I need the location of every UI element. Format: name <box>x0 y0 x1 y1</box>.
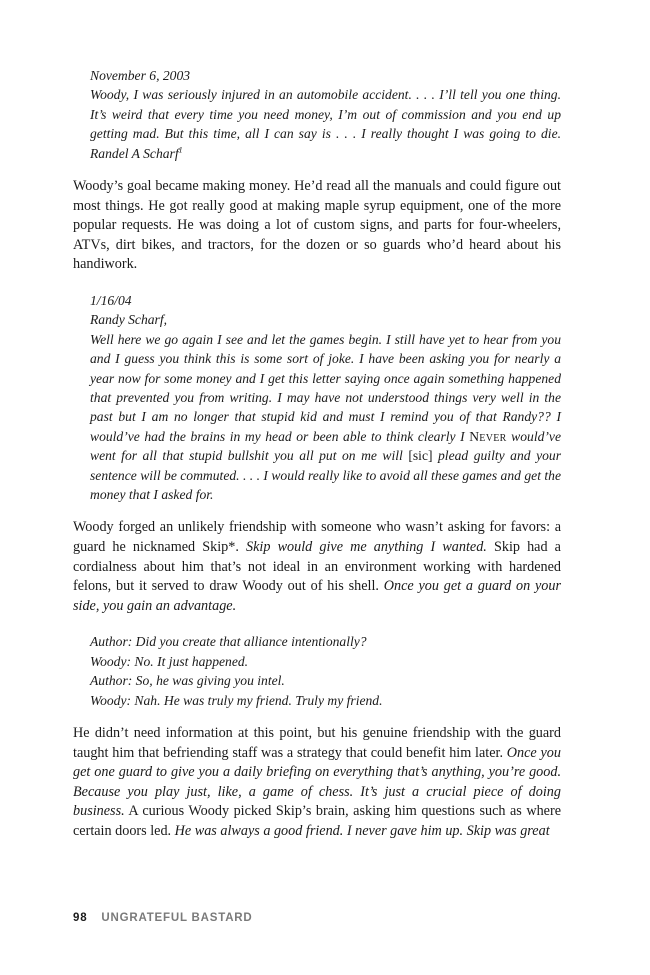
letter-excerpt-2 <box>90 291 561 504</box>
page-content <box>73 66 561 842</box>
body-text: Woody forged an unlikely friendship with someone who wasn’t asking for favors: a guard he nicknamed Skip*. <box>73 519 561 556</box>
quoted-thought: He was always a good friend. I never gave him up. Skip was great <box>174 823 550 840</box>
letter-text: plead guilty and your sentence will be commuted. . . . I would really like to avoid all these games and get the money that I asked for. <box>90 448 561 503</box>
page-footer <box>73 912 253 924</box>
sic-marker: [sic] <box>408 448 433 464</box>
body-paragraph <box>73 724 561 842</box>
letter-text: would’ve went for all that stupid bullshit you all put on me will <box>90 428 561 464</box>
body-paragraph <box>73 518 561 616</box>
quoted-thought: Once you get one guard to give you a daily briefing on everything that’s anything, you’re good. Because you play just, like, a game of chess. It’s just a crucial piece of doing business. <box>73 744 561 820</box>
page-number: 98 <box>73 912 88 924</box>
dialogue-line: Woody: Nah. He was truly my friend. Truly my friend. <box>90 692 383 708</box>
dialogue-line: Author: So, he was giving you intel. <box>90 673 285 689</box>
body-text: A curious Woody picked Skip’s brain, asking him questions such as where certain doors led. <box>73 803 561 840</box>
dialogue-line: Author: Did you create that alliance intentionally? <box>90 634 367 650</box>
letter-text: Well here we go again I see and let the games begin. I still have yet to hear from you and I guess you think this is some sort of joke. I have been asking you for nearly a year now for some money and I get this letter saying once again something happened that prevented you from writing. I may have not understood things very well in the past but I am no longer that stupid kid and must I remind you of that Randy?? I would’ve had the brains in my head or been able to think clearly I <box>90 331 561 444</box>
body-paragraph: Woody’s goal became making money. He’d read all the manuals and could figure out most things. He got really good at making maple syrup equipment, one of the more popular requests. He was doing a lot of custom signs, and parts for four-wheelers, ATVs, dirt bikes, and tractors, for the dozen or so guards who’d heard about his handiwork. <box>73 178 561 273</box>
letter-body <box>90 330 561 505</box>
body-text: He didn’t need information at this point, but his genuine friendship with the guard taught him that befriending staff was a strategy that could benefit him later. <box>73 725 561 761</box>
letter-salutation: Randy Scharf, <box>90 312 168 328</box>
footnote-mark: 1 <box>178 145 183 155</box>
quoted-thought: Once you get a guard on your side, you gain an advantage. <box>73 578 561 614</box>
running-title: UNGRATEFUL BASTARD <box>101 912 253 924</box>
letter-date: November 6, 2003 <box>90 68 191 83</box>
body-text: Skip had a cordialness about him that’s not ideal in an environment working with hardened felons, but it served to draw Woody out of his shell. <box>73 539 561 595</box>
letter-excerpt-1 <box>90 66 561 163</box>
interview-dialogue <box>90 632 561 710</box>
letter-text: Woody, I was seriously injured in an automobile accident. . . . I’ll tell you one thing. It’s weird that every time you need money, I’m out of commission and you end up getting mad. But this time, all I can say is . . . I really thought I was going to die. Randel A Scharf <box>90 87 561 161</box>
quoted-thought: Skip would give me anything I wanted. <box>246 539 487 556</box>
small-caps-word: Never <box>469 428 507 444</box>
letter-body <box>90 85 561 163</box>
letter-date: 1/16/04 <box>90 293 132 308</box>
dialogue-line: Woody: No. It just happened. <box>90 653 249 669</box>
